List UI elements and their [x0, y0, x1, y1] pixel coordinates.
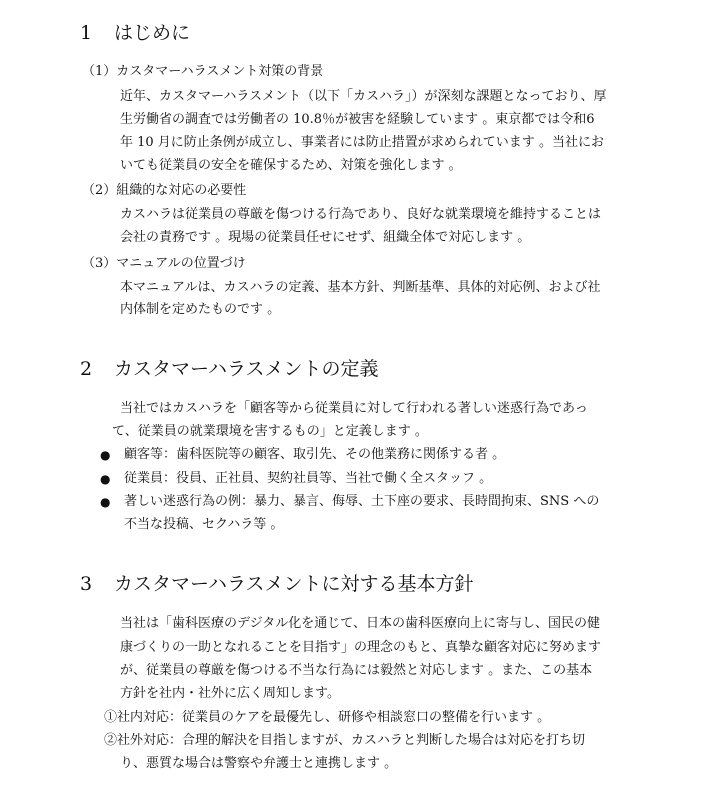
section-2-heading — [80, 357, 378, 381]
paragraph-line: 年 10 月に防止条例が成立し、事業者には防止措置が求められています 。当社にお — [120, 135, 604, 150]
paragraph-line: カスハラは従業員の尊厳を傷つける行為であり、良好な就業環境を維持することは — [120, 207, 602, 222]
paragraph-line: 本マニュアルは、カスハラの定義、基本方針、判断基準、具体的対応例、および社 — [120, 280, 601, 295]
numbered-item: ①社内対応：従業員のケアを最優先し、研修や相談窓口の整備を行います 。 — [104, 710, 551, 725]
paragraph-line: 方針を社内・社外に広く周知します。 — [120, 686, 340, 701]
section-title: カスタマーハラスメントに対する基本方針 — [114, 573, 474, 595]
section-number: 3 — [80, 573, 93, 595]
paragraph-line: が、従業員の尊厳を傷つける不当な行為には毅然と対応します 。また、この基本 — [120, 663, 593, 678]
paragraph-line: 会社の責務です 。現場の従業員任せにせず、組織全体で対応します 。 — [120, 230, 531, 245]
subsection-1-3-heading: （3）マニュアルの位置づけ — [82, 256, 246, 271]
paragraph-line: 当社は「歯科医療のデジタル化を通じて、日本の歯科医療向上に寄与し、国民の健 — [120, 616, 600, 631]
section-3-heading — [80, 572, 473, 596]
paragraph-line: 近年、カスタマーハラスメント（以下「カスハラ」）が深刻な課題となっており、厚 — [120, 89, 607, 104]
bullet-icon: ● — [100, 448, 111, 462]
subsection-1-1-heading: （1）カスタマーハラスメント対策の背景 — [82, 64, 324, 79]
paragraph-line: 内体制を定めたものです 。 — [120, 302, 281, 317]
paragraph-line: 当社ではカスハラを「顧客等から従業員に対して行われる著しい迷惑行為であっ — [120, 401, 588, 416]
section-number: 1 — [80, 22, 93, 44]
list-item-continuation: 不当な投稿、セクハラ等 。 — [124, 517, 284, 532]
paragraph-line: いても従業員の安全を確保するため、対策を強化します 。 — [120, 158, 462, 173]
section-number: 2 — [80, 358, 93, 380]
numbered-item-continuation: り、悪質な場合は警察や弁護士と連携します 。 — [120, 756, 398, 771]
bullet-icon: ● — [100, 495, 111, 509]
list-item: 顧客等：歯科医院等の顧客、取引先、その他業務に関係する者 。 — [124, 447, 506, 462]
numbered-item: ②社外対応：合理的解決を目指しますが、カスハラと判断した場合は対応を打ち切 — [104, 733, 586, 748]
paragraph-line: て、従業員の就業環境を害するもの」と定義します 。 — [112, 424, 428, 439]
subsection-1-2-heading: （2）組織的な対応の必要性 — [82, 183, 247, 198]
list-item: 著しい迷惑行為の例：暴力、暴言、侮辱、土下座の要求、長時間拘束、SNS への — [124, 494, 600, 509]
bullet-icon: ● — [100, 472, 111, 486]
paragraph-line: 康づくりの一助となれることを目指す」の理念のもと、真摯な顧客対応に努めます — [120, 640, 602, 655]
section-1-heading — [80, 21, 190, 45]
paragraph-line: 生労働省の調査では労働者の 10.8％が被害を経験しています 。東京都では令和6 — [120, 112, 595, 127]
section-title: はじめに — [114, 22, 191, 44]
section-title: カスタマーハラスメントの定義 — [114, 358, 379, 380]
list-item: 従業員：役員、正社員、契約社員等、当社で働く全スタッフ 。 — [124, 471, 493, 486]
